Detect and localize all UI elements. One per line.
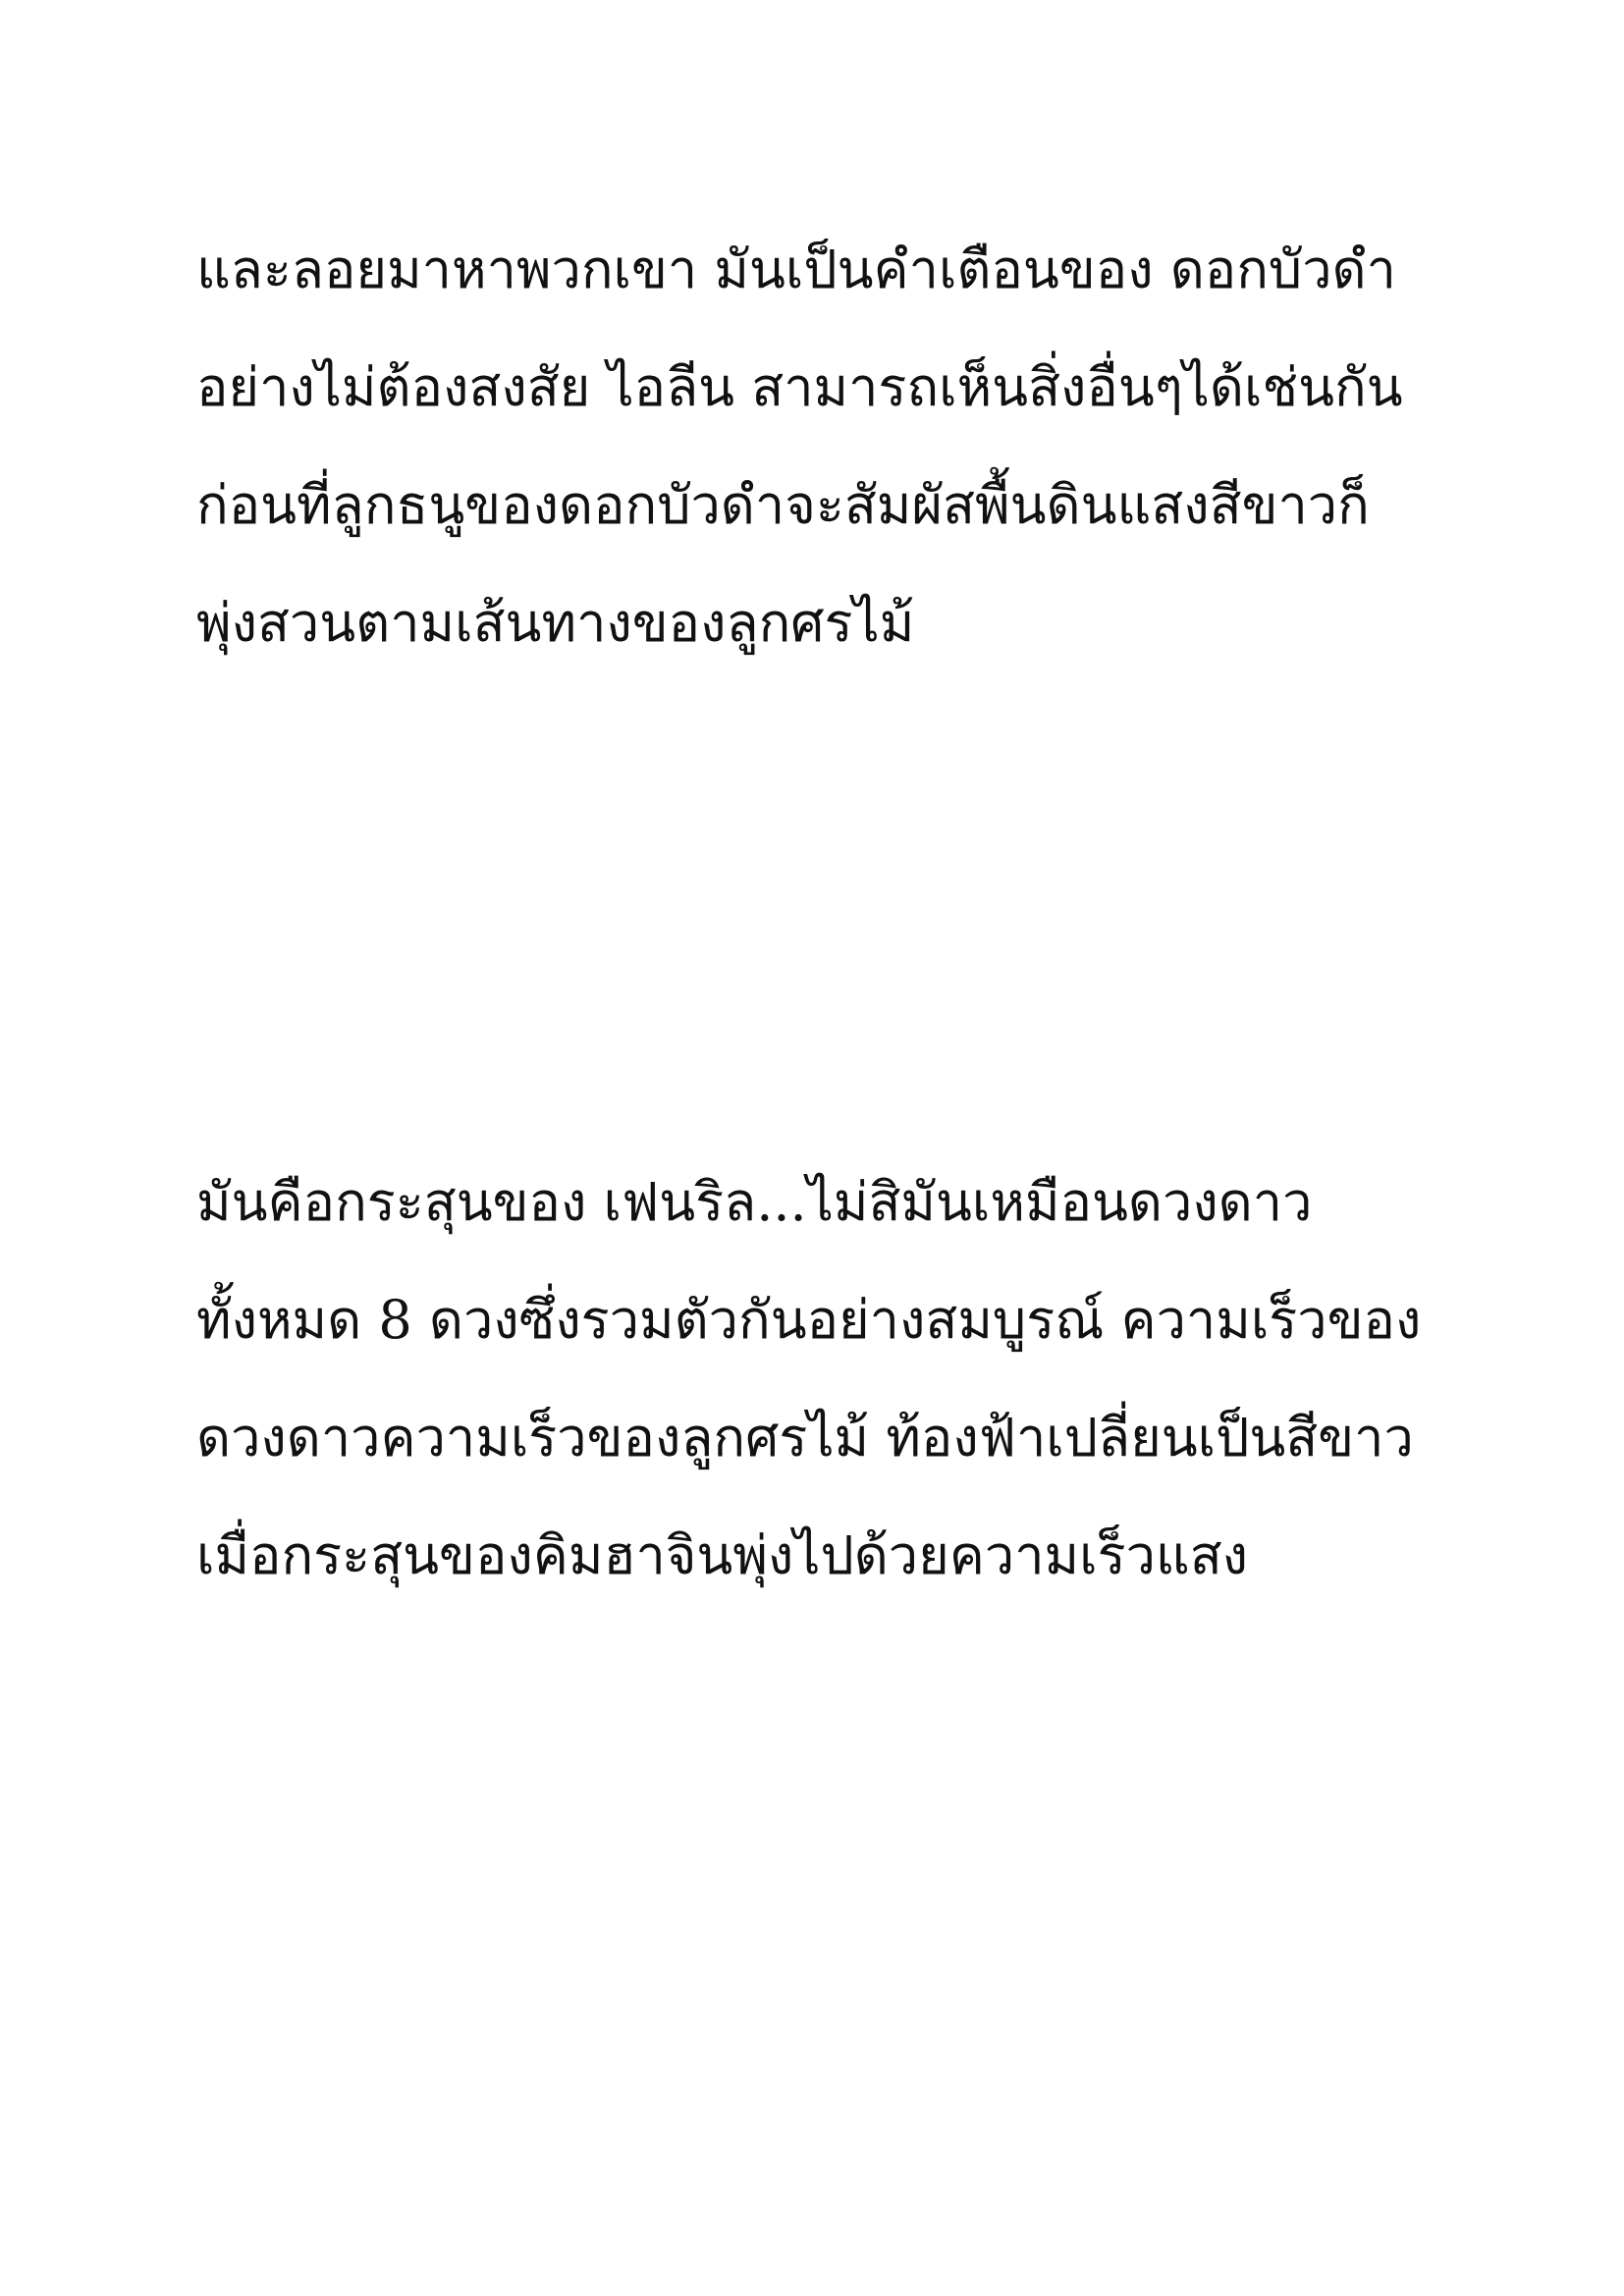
text-line: มันคือกระสุนของ เฟนริล...ไม่สิมันเหมือนดวงดาว: [196, 1171, 1313, 1233]
text-line: อย่างไม่ต้องสงสัย ไอลีน สามารถเห็นสิ่งอื่นๆได้เช่นกัน: [196, 356, 1403, 418]
text-line: และลอยมาหาพวกเขา มันเป็นคำเตือนของ ดอกบัวดำ: [196, 239, 1396, 300]
text-line: พุ่งสวนตามเส้นทางของลูกศรไม้: [196, 592, 915, 654]
paragraph-2: [196, 1144, 1434, 1615]
text-line: ทั้งหมด 8 ดวงซึ่งรวมตัวกันอย่างสมบูรณ์ ความเร็วของ: [196, 1289, 1422, 1351]
paragraph-1: [196, 211, 1434, 682]
text-line: ดวงดาวความเร็วของลูกศรไม้ ท้องฟ้าเปลี่ยนเป็นสีขาว: [196, 1407, 1414, 1468]
text-line: เมื่อกระสุนของคิมฮาจินพุ่งไปด้วยความเร็วแสง: [196, 1524, 1249, 1586]
text-line: ก่อนที่ลูกธนูของดอกบัวดำจะสัมผัสพื้นดินแสงสีขาวก็: [196, 474, 1370, 536]
